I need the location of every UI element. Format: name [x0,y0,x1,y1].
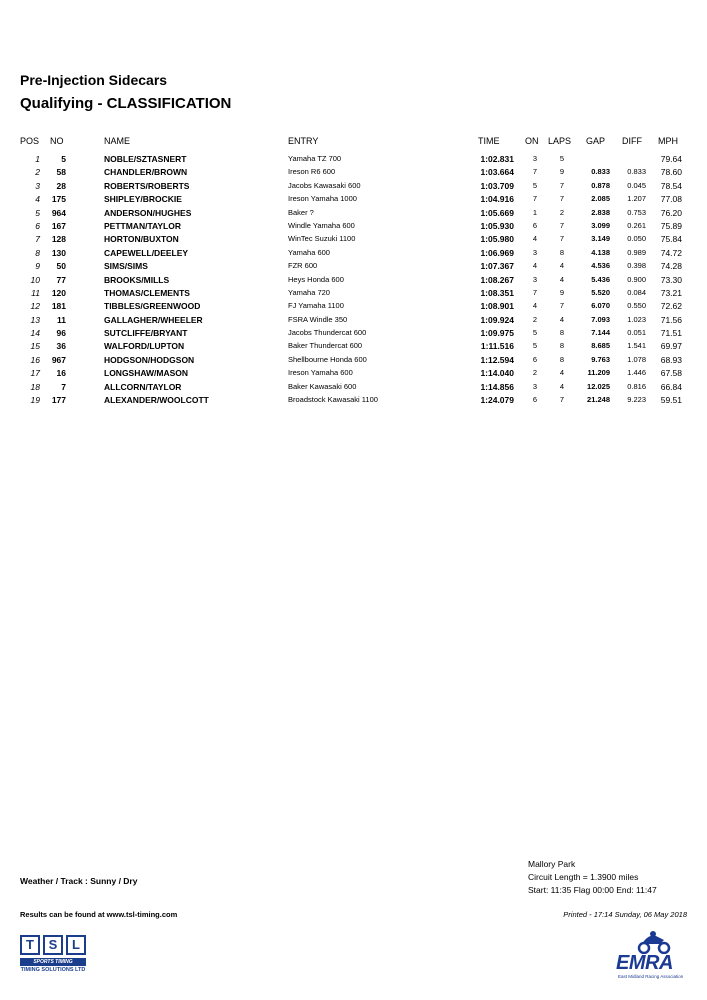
results-table-header [0,136,707,148]
cell-gap: 0.833 [591,167,610,177]
cell-name: TIBBLES/GREENWOOD [104,301,201,312]
cell-diff: 0.753 [627,207,646,217]
cell-laps: 8 [559,341,565,351]
cell-gap: 12.025 [587,381,610,391]
cell-pos: 19 [30,395,40,406]
cell-diff: 1.023 [627,314,646,324]
circuit-name: Mallory Park [528,859,576,869]
cell-mph: 74.28 [660,261,682,272]
cell-entry: FZR 600 [288,261,318,271]
cell-entry: Heys Honda 600 [288,274,344,284]
cell-laps: 9 [559,287,565,297]
tsl-logo [20,935,86,977]
cell-laps: 4 [559,261,565,271]
cell-on: 5 [532,341,538,351]
cell-diff: 0.833 [627,167,646,177]
cell-pos: 17 [30,368,40,379]
cell-mph: 77.08 [660,194,682,205]
cell-laps: 5 [559,154,565,163]
cell-diff: 9.223 [627,395,646,405]
cell-gap: 5.436 [591,274,610,284]
cell-name: ALEXANDER/WOOLCOTT [104,395,209,406]
cell-entry: Baker ? [288,207,314,217]
cell-laps: 4 [559,314,565,324]
cell-entry: Ireson Yamaha 1000 [288,194,357,204]
table-row [0,288,707,301]
cell-no: 77 [56,274,66,285]
cell-entry: Baker Thundercat 600 [288,341,363,351]
cell-time: 1:06.969 [480,247,514,258]
cell-no: 96 [56,328,66,339]
cell-entry: Jacobs Thundercat 600 [288,328,367,338]
cell-on: 5 [532,328,538,338]
cell-no: 177 [51,395,66,406]
cell-on: 3 [532,154,538,163]
weather-track: Weather / Track : Sunny / Dry [20,876,138,886]
results-url: Results can be found at www.tsl-timing.com [20,910,178,919]
col-time: TIME [478,136,500,146]
cell-mph: 71.56 [660,314,682,325]
table-row [0,328,707,341]
cell-no: 167 [51,220,66,231]
table-row [0,275,707,288]
col-name: NAME [104,136,131,146]
cell-diff: 0.084 [627,287,646,297]
col-pos: POS [20,136,40,146]
cell-mph: 73.30 [660,274,682,285]
cell-mph: 75.84 [660,234,682,245]
cell-diff: 0.051 [627,328,646,338]
session-times: Start: 11:35 Flag 00:00 End: 11:47 [528,885,657,895]
cell-time: 1:04.916 [480,194,514,205]
cell-time: 1:24.079 [480,395,514,406]
cell-laps: 2 [559,207,565,217]
tsl-letter-t: T [20,935,40,955]
cell-time: 1:09.924 [480,314,514,325]
circuit-length: Circuit Length = 1.3900 miles [528,872,639,882]
col-no: NO [50,136,64,146]
cell-mph: 59.51 [660,395,682,406]
cell-no: 175 [51,194,66,205]
cell-entry: Jacobs Kawasaki 600 [288,180,361,190]
cell-pos: 7 [35,234,40,245]
emra-subtitle: East Midland Racing Association [618,974,684,979]
circuit-info [528,858,657,897]
table-row [0,221,707,234]
cell-mph: 66.84 [660,381,682,392]
cell-name: BROOKS/MILLS [104,274,170,285]
cell-gap: 7.144 [591,328,610,338]
cell-pos: 12 [30,301,40,312]
table-row [0,181,707,194]
cell-diff: 0.050 [627,234,646,244]
cell-time: 1:14.856 [480,381,514,392]
cell-diff: 1.446 [627,368,646,378]
cell-pos: 10 [30,274,40,285]
cell-time: 1:08.267 [480,274,514,285]
cell-pos: 4 [35,194,40,205]
cell-laps: 4 [559,274,565,284]
cell-diff: 1.078 [627,354,646,364]
cell-no: 36 [56,341,66,352]
table-row [0,167,707,180]
cell-time: 1:14.040 [480,368,514,379]
cell-no: 181 [51,301,66,312]
cell-name: THOMAS/CLEMENTS [104,287,190,298]
tsl-company: TIMING SOLUTIONS LTD [20,967,86,973]
cell-no: 967 [51,354,66,365]
cell-name: HORTON/BUXTON [104,234,179,245]
cell-name: SIMS/SIMS [104,261,148,272]
col-on: ON [525,136,539,146]
cell-name: PETTMAN/TAYLOR [104,220,181,231]
cell-no: 16 [56,368,66,379]
tsl-band: SPORTS TIMING [20,958,86,966]
cell-on: 1 [532,207,538,217]
tsl-letter-s: S [43,935,63,955]
cell-name: CAPEWELL/DEELEY [104,247,189,258]
cell-pos: 6 [35,220,40,231]
cell-name: WALFORD/LUPTON [104,341,185,352]
cell-laps: 4 [559,381,565,391]
cell-gap: 4.536 [591,261,610,271]
cell-name: ROBERTS/ROBERTS [104,180,190,191]
col-mph: MPH [658,136,678,146]
cell-laps: 8 [559,354,565,364]
cell-laps: 7 [559,220,565,230]
session-title: Qualifying - CLASSIFICATION [20,95,232,112]
cell-entry: FSRA Windle 350 [288,314,348,324]
cell-time: 1:07.367 [480,261,514,272]
cell-mph: 74.72 [660,247,682,258]
cell-no: 5 [61,154,66,164]
printed-timestamp: Printed - 17:14 Sunday, 06 May 2018 [563,910,687,919]
cell-gap: 4.138 [591,247,610,257]
cell-gap: 21.248 [587,395,610,405]
cell-on: 4 [532,301,538,311]
results-table-body [0,154,707,408]
cell-gap: 11.209 [587,368,610,378]
cell-laps: 7 [559,301,565,311]
cell-gap: 0.878 [591,180,610,190]
table-row [0,261,707,274]
cell-on: 5 [532,180,538,190]
col-laps: LAPS [548,136,572,146]
cell-diff: 0.816 [627,381,646,391]
cell-no: 50 [56,261,66,272]
cell-no: 128 [51,234,66,245]
table-row [0,248,707,261]
cell-gap: 3.099 [591,220,610,230]
table-row [0,382,707,395]
cell-gap: 2.838 [591,207,610,217]
cell-name: SHIPLEY/BROCKIE [104,194,182,205]
cell-mph: 69.97 [660,341,682,352]
cell-mph: 78.54 [660,180,682,191]
cell-on: 6 [532,354,538,364]
cell-mph: 72.62 [660,301,682,312]
cell-pos: 8 [35,247,40,258]
table-row [0,315,707,328]
table-row [0,341,707,354]
cell-time: 1:05.669 [480,207,514,218]
table-row [0,355,707,368]
cell-pos: 16 [30,354,40,365]
cell-time: 1:09.975 [480,328,514,339]
cell-no: 130 [51,247,66,258]
cell-entry: Shellbourne Honda 600 [288,354,367,364]
cell-diff: 0.261 [627,220,646,230]
cell-no: 58 [56,167,66,178]
cell-mph: 78.60 [660,167,682,178]
cell-pos: 5 [35,207,40,218]
cell-no: 11 [57,314,66,325]
cell-diff: 0.550 [627,301,646,311]
event-title: Pre-Injection Sidecars [20,72,168,88]
cell-mph: 73.21 [660,287,682,298]
cell-entry: FJ Yamaha 1100 [288,301,344,311]
cell-on: 7 [532,287,538,297]
cell-time: 1:05.930 [480,220,514,231]
cell-time: 1:08.351 [480,287,514,298]
cell-name: ANDERSON/HUGHES [104,207,192,218]
cell-entry: Yamaha 720 [288,287,330,297]
cell-no: 28 [56,180,66,191]
cell-gap: 9.763 [591,354,610,364]
cell-on: 6 [532,395,538,405]
cell-gap: 2.085 [591,194,610,204]
table-row [0,234,707,247]
cell-pos: 18 [30,381,40,392]
cell-on: 4 [532,234,538,244]
cell-pos: 3 [35,180,40,191]
cell-diff: 1.207 [627,194,646,204]
emra-logo [612,930,690,982]
cell-no: 120 [51,287,66,298]
cell-entry: Yamaha TZ 700 [288,154,342,163]
cell-laps: 7 [559,194,565,204]
table-row [0,301,707,314]
cell-time: 1:02.831 [480,154,514,164]
cell-time: 1:12.594 [480,354,514,365]
cell-on: 4 [532,261,538,271]
cell-pos: 9 [35,261,40,272]
cell-entry: Broadstock Kawasaki 1100 [288,395,378,405]
cell-laps: 8 [559,328,565,338]
cell-entry: Windle Yamaha 600 [288,220,355,230]
cell-laps: 8 [559,247,565,257]
cell-time: 1:11.516 [480,341,514,352]
cell-name: LONGSHAW/MASON [104,368,189,379]
cell-gap: 6.070 [591,301,610,311]
cell-pos: 2 [35,167,40,178]
cell-gap: 7.093 [591,314,610,324]
cell-name: HODGSON/HODGSON [104,354,195,365]
cell-time: 1:03.709 [480,180,514,191]
col-gap: GAP [586,136,606,146]
cell-on: 3 [532,381,538,391]
cell-name: NOBLE/SZTASNERT [104,154,187,164]
cell-on: 6 [532,220,538,230]
cell-name: CHANDLER/BROWN [104,167,188,178]
table-row [0,194,707,207]
table-row [0,208,707,221]
cell-gap: 8.685 [591,341,610,351]
table-row [0,395,707,408]
cell-mph: 76.20 [660,207,682,218]
cell-entry: Ireson Yamaha 600 [288,368,353,378]
cell-mph: 71.51 [660,328,682,339]
cell-entry: Yamaha 600 [288,247,330,257]
cell-on: 7 [532,194,538,204]
col-diff: DIFF [622,136,642,146]
cell-pos: 13 [30,314,40,325]
cell-mph: 68.93 [660,354,682,365]
cell-laps: 7 [559,180,565,190]
cell-laps: 9 [559,167,565,177]
cell-laps: 7 [559,234,565,244]
cell-pos: 1 [35,154,40,164]
table-row [0,154,707,167]
cell-mph: 67.58 [660,368,682,379]
cell-diff: 0.989 [627,247,646,257]
cell-mph: 75.89 [660,220,682,231]
cell-pos: 14 [30,328,40,339]
cell-diff: 0.045 [627,180,646,190]
cell-name: SUTCLIFFE/BRYANT [104,328,188,339]
cell-gap: 3.149 [591,234,610,244]
cell-entry: Ireson R6 600 [288,167,336,177]
cell-entry: Baker Kawasaki 600 [288,381,357,391]
cell-on: 2 [532,368,538,378]
cell-diff: 1.541 [627,341,646,351]
cell-on: 3 [532,274,538,284]
cell-entry: WinTec Suzuki 1100 [288,234,356,244]
table-row [0,368,707,381]
cell-no: 964 [51,207,66,218]
cell-diff: 0.398 [627,261,646,271]
cell-diff: 0.900 [627,274,646,284]
cell-name: ALLCORN/TAYLOR [104,381,182,392]
cell-laps: 7 [559,395,565,405]
cell-mph: 79.64 [660,154,682,164]
cell-pos: 15 [30,341,40,352]
tsl-letter-l: L [66,935,86,955]
cell-pos: 11 [31,287,40,298]
cell-time: 1:03.664 [480,167,514,178]
col-entry: ENTRY [288,136,319,146]
emra-wordmark: EMRA [616,952,673,974]
cell-no: 7 [61,381,66,392]
cell-time: 1:08.901 [480,301,514,312]
cell-gap: 5.520 [591,287,610,297]
cell-on: 3 [532,247,538,257]
cell-laps: 4 [559,368,565,378]
cell-on: 2 [532,314,538,324]
cell-name: GALLAGHER/WHEELER [104,314,203,325]
sidecar-icon [634,930,674,954]
cell-time: 1:05.980 [480,234,514,245]
cell-on: 7 [532,167,538,177]
